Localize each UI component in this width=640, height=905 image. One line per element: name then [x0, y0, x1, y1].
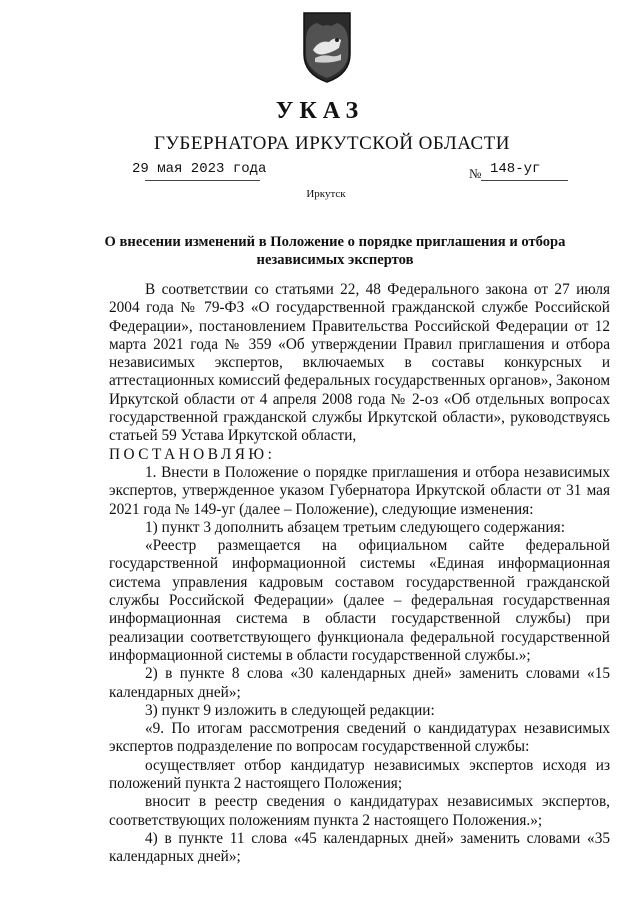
body-paragraph: 1. Внести в Положение о порядке приглашения и отбора независимых экспертов, утвержденное указом Губернатора Иркутской области от 31 мая 2021 года № 149-уг (далее – Положение), следующие изменения:: [109, 463, 610, 518]
body-paragraph: вносит в реестр сведения о кандидатурах независимых экспертов, соответствующих положениям пункта 2 настоящего Положения.»;: [109, 793, 610, 829]
coat-of-arms-icon: [301, 10, 353, 84]
number-sign: №: [469, 166, 482, 181]
document-type-title: УКАЗ: [275, 98, 365, 124]
document-heading: О внесении изменений в Положение о порядке приглашения и отбора независимых экспертов: [104, 234, 566, 268]
body-paragraph: «9. По итогам рассмотрения сведений о кандидатурах независимых экспертов подразделение по вопросам государственной службы:: [109, 720, 610, 756]
preamble-paragraph: В соответствии со статьями 22, 48 Федерального закона от 27 июля 2004 года № 79-ФЗ «О государственной гражданской службе Российской Федерации», постановлением Правительства Российской Федерации от 12 марта 2021 года № 359 «Об утверждении Правил приглашения и отбора независимых экспертов, включаемых в составы конкурсных и аттестационных комиссий федеральных государственных органов», Законом Иркутской области от 4 апреля 2008 года № 2-оз «Об отдельных вопросах государственной гражданской службы Иркутской области», руководствуясь статьей 59 Устава Иркутской области,: [109, 281, 611, 445]
number-underline: [481, 180, 568, 181]
issuer-title: ГУБЕРНАТОРА ИРКУТСКОЙ ОБЛАСТИ: [154, 133, 510, 154]
body-paragraph: осуществляет отбор кандидатур независимых экспертов исходя из положений пункта 2 настоящего Положения;: [109, 756, 610, 793]
body-paragraph: «Реестр размещается на официальном сайте федеральной государственной информационной системы «Единая информационная система управления кадровым составом государственной гражданской службы Российской Федерации» (далее – федеральная государственная информационная система в области государственной службы) при реализации соответствующего функционала федеральной государственной информационной системы в области государственной службы.»;: [109, 537, 610, 664]
decree-word: ПОСТАНОВЛЯЮ:: [109, 445, 276, 463]
document-date: 29 мая 2023 года: [132, 161, 267, 177]
body-paragraph: 2) в пункте 8 слова «30 календарных дней» заменить словами «15 календарных дней»;: [109, 665, 610, 701]
date-underline: [145, 180, 260, 181]
body-paragraph: 4) в пункте 11 слова «45 календарных дней» заменить словами «35 календарных дней»;: [109, 829, 610, 866]
city-label: Иркутск: [306, 188, 346, 200]
document-number: 148-уг: [490, 161, 541, 177]
body-paragraph: 3) пункт 9 изложить в следующей редакции:: [145, 701, 435, 719]
body-paragraph: 1) пункт 3 дополнить абзацем третьим следующего содержания:: [145, 518, 565, 536]
document-body: [109, 281, 610, 867]
